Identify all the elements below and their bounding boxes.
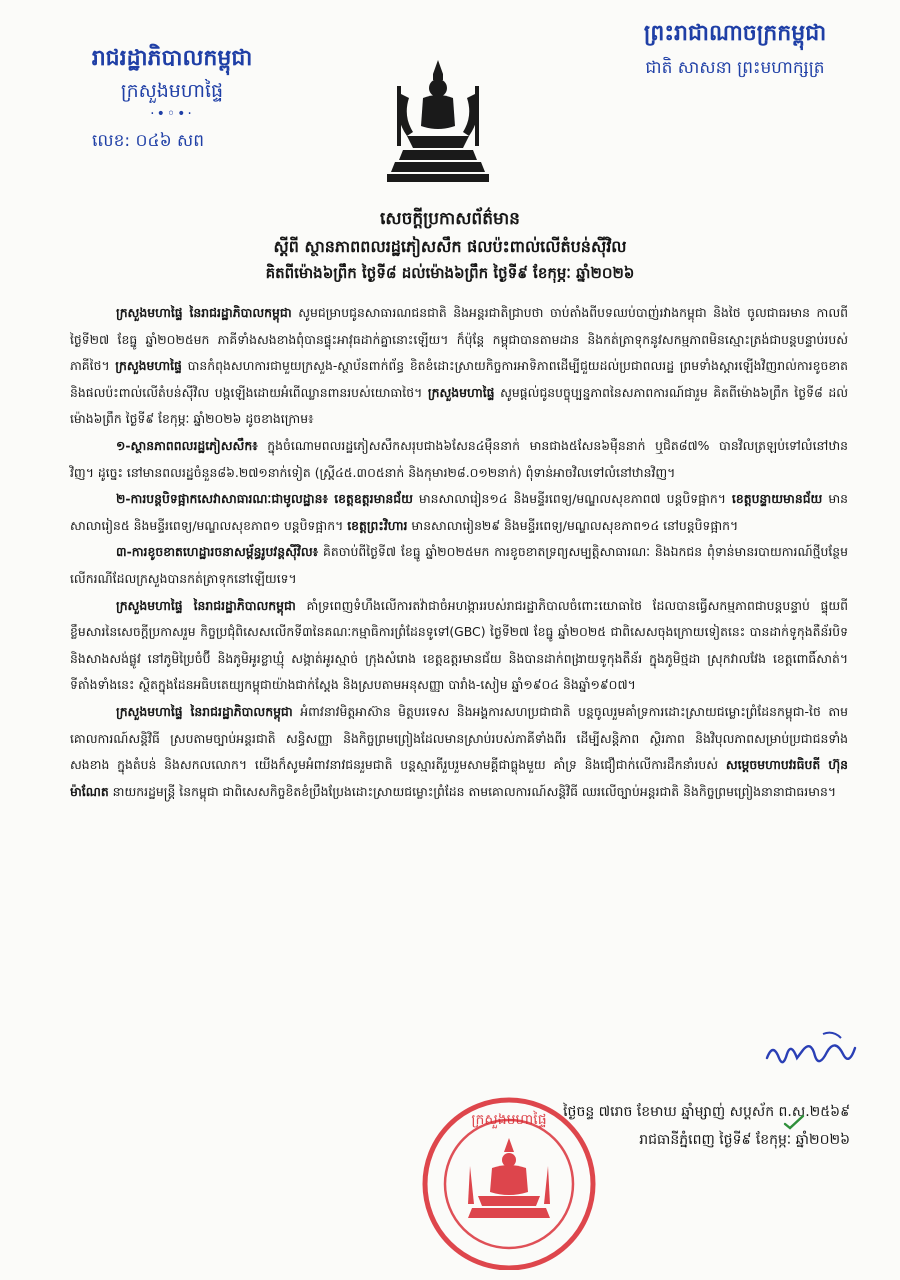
province-name: ខេត្តបន្ទាយមានជ័យ: [731, 491, 823, 507]
signature-icon: [763, 1028, 859, 1078]
paragraph-support: [70, 593, 848, 699]
paragraph-text: មានសាលារៀន២៩ និងមន្ទីរពេទ្យ/មណ្ឌលសុខភាព១៤ នៅបន្តបិទផ្អាក។: [407, 517, 739, 533]
document-body: [70, 300, 848, 805]
paragraph-appeal: [70, 699, 848, 805]
paragraph-damage: [70, 539, 848, 592]
paragraph-text: គិតចាប់ពីថ្ងៃទី៧ ខែធ្នូ ឆ្នាំ២០២៥មក ការខូចខាតទ្រព្យសម្បត្តិសាធារណៈ និងឯកជន ពុំទាន់មានរបាយការណ៍ថ្មីបន្ថែមលើករណីដែលក្រសួងបានកត់ត្រាទុកនៅឡើយទេ។: [70, 544, 848, 586]
paragraph-intro: [70, 300, 848, 433]
lunar-date: ថ្ងៃចន្ទ ៧រោច ខែមាឃ ឆ្នាំម្សាញ់ សប្តស័ក ព.ស.២៥៦៩: [563, 1104, 850, 1120]
paragraph-text: ក្នុងចំណោមពលរដ្ឋភៀសសឹកសរុបជាង៦សែន៤ម៉ឺននាក់ មានជាង៥សែន៦ម៉ឺននាក់ ឬជិត៨៧% បានវិលត្រឡប់ទៅលំនៅឋានវិញ។ ដូច្នេះ នៅមានពលរដ្ឋចំនួន៨៦.២៧១នាក់ទៀត (ស្ត្រី៤៥.៣០៥នាក់ និងកុមារ២៨.០១២នាក់) ពុំទាន់អាចវិលទៅលំនៅឋានវិញ។: [70, 437, 848, 480]
document-title-block: [80, 206, 820, 287]
kingdom-name: ព្រះរាជាណាចក្រកម្ពុជា: [643, 21, 827, 46]
government-name: រាជរដ្ឋាភិបាលកម្ពុជា: [91, 46, 253, 71]
emphasis-ministry: ក្រសួងមហាផ្ទៃ នៃរាជរដ្ឋាភិបាលកម្ពុជា: [116, 703, 293, 719]
emphasis-ministry: ក្រសួងមហាផ្ទៃ នៃរាជរដ្ឋាភិបាលកម្ពុជា: [116, 597, 296, 613]
section-heading: ២-ការបន្តបិទផ្អាកសេវាសាធារណៈជាមូលដ្ឋាន៖ ខេត្តឧត្តរមានជ័យ: [116, 491, 413, 507]
paragraph-text: នាយករដ្ឋមន្ត្រី នៃកម្ពុជា ជាពិសេសកិច្ចខិតខំប្រឹងប្រែងដោះស្រាយជម្លោះព្រំដែន តាមគោលការណ៍សន្តិវិធី ឈរលើច្បាប់អន្តរជាតិ និងកិច្ចព្រមព្រៀងនានាជាធរមាន។: [108, 783, 837, 799]
paragraph-text: គាំទ្រពេញទំហឹងលើការតវ៉ាជាចំអហង្ការរបស់រាជរដ្ឋាភិបាលចំពោះយោធាថៃ ដែលបានធ្វើសកម្មភាពជាបន្តបន្ទាប់ ផ្ទុយពីខ្លឹមសារនៃសេចក្តីប្រកាសរួម កិច្ចប្រជុំពិសេសលើកទី៣នៃគណៈកម្មាធិការព្រំដែនទូទៅ(GBC) ថ្ងៃទី២៧ ខែធ្នូ ឆ្នាំ២០២៥ ជាពិសេសចុងក្រោយទៀតនេះ បានដាក់ទូកុងតឺន័របិទ និងសាងសង់ផ្លូវ នៅភូមិប្រៃចំប៊ី និងភូមិអូរខ្លាឃ្មុំ សង្កាត់អូរស្មាច់ ក្រុងសំរោង ខេត្តឧត្តរមានជ័យ និងបានដាក់ពង្រាយទូកុងតឺន័រ ក្នុងភូមិថ្មដា ស្រុកវាលវែង ខេត្តពោធិ៍សាត់។ ទីតាំងទាំងនេះ ស្ថិតក្នុងដែនអធិបតេយ្យកម្ពុជាយ៉ាងជាក់ស្តែង និងស្របតាមអនុសញ្ញា បារាំង-សៀម ឆ្នាំ១៩០៤ និងឆ្នាំ១៩០៧។: [70, 597, 848, 693]
solar-date: រាជធានីភ្នំពេញ ថ្ងៃទី៩ ខែកុម្ភៈ ឆ្នាំ២០២៦: [639, 1132, 850, 1148]
royal-emblem-icon: [383, 56, 493, 184]
official-seal-icon: [412, 1088, 607, 1270]
header-left: [52, 44, 292, 155]
paragraph-text: បានកំពុងសហការជាមួយក្រសួង-ស្ថាប័នពាក់ព័ន្ធ ខិតខំដោះស្រាយកិច្ចការអាទិភាពដើម្បីជួយដល់ប្រជាពលរដ្ឋ ព្រមទាំងស្តារឡើងវិញរាល់ការខូចខាត និងផលប៉ះពាល់លើតំបន់ស៊ីវិល បង្កឡើងដោយអំពើឈ្លានពានរបស់យោធាថៃ។: [70, 358, 848, 400]
header-right: [600, 18, 870, 80]
paragraph-text: អំពាវនាវមិត្តអាស៊ាន មិត្តបរទេស និងអង្គការសហប្រជាជាតិ បន្តចូលរួមគាំទ្រការដោះស្រាយជម្លោះព្រំដែនកម្ពុជា-ថៃ តាមគោលការណ៍សន្តិវិធី ស្របតាមច្បាប់អន្តរជាតិ សន្ធិសញ្ញា និងកិច្ចព្រមព្រៀងដែលមានស្រាប់របស់ភាគីទាំងពីរ ដើម្បីសន្តិភាព ស្ថិរភាព និងវិបុលភាពសម្រាប់ប្រជាជនទាំងសងខាង ក្នុងតំបន់ និងសកលលោក។ យើងក៏សូមអំពាវនាវជនរួមជាតិ បន្តស្មារតីរួបរួមសាមគ្គីជាធ្លុងមួយ គាំទ្រ និងជឿជាក់លើការដឹកនាំរបស់: [70, 703, 848, 773]
ministry-name: ក្រសួងមហាផ្ទៃ: [120, 80, 224, 102]
paragraph-services: [70, 486, 848, 539]
emphasis-ministry: ក្រសួងមហាផ្ទៃ នៃរាជរដ្ឋាភិបាលកម្ពុជា: [116, 305, 292, 320]
paragraph-text: សូមផ្តល់ជូនបច្ចុប្បន្នភាពនៃសភាពការណ៍ជារួម គិតពីម៉ោង៦ព្រឹក ថ្ងៃទី៨ ដល់ម៉ោង៦ព្រឹក ថ្ងៃទី៩ ខែកុម្ភៈ ឆ្នាំ២០២៦ ដូចខាងក្រោម៖: [70, 384, 848, 427]
emphasis-ministry: ក្រសួងមហាផ្ទៃ: [115, 358, 182, 374]
paragraph-text: សូមជម្រាបជូនសាធារណជនជាតិ និងអន្តរជាតិជ្រាបថា ចាប់តាំងពីបទឈប់បាញ់រវាងកម្ពុជា និងថៃ ចូលជាធរមាន កាលពីថ្ងៃទី២៧ ខែធ្នូ ឆ្នាំ២០២៥មក ភាគីទាំងសងខាងពុំបានផ្ទុះអាវុធដាក់គ្នានោះឡើយ។ ក៏ប៉ុន្តែ កម្ពុជាបានតាមដាន និងកត់ត្រាទុកនូវសកម្មភាពមិនស្មោះត្រង់ជាបន្តបន្ទាប់របស់ភាគីថៃ។: [70, 305, 848, 374]
paragraph-text: មានសាលារៀន១៤ និងមន្ទីរពេទ្យ/មណ្ឌលសុខភាព៧ បន្តបិទផ្អាក។: [412, 491, 732, 507]
province-name: ខេត្តព្រះវិហារ: [347, 517, 408, 533]
paragraph-refugees: [70, 433, 848, 486]
seal-text: ក្រសួងមហាផ្ទៃ: [471, 1112, 547, 1128]
reference-number: លេខ: ០៤៦ សព: [92, 131, 204, 151]
national-motto: ជាតិ សាសនា ព្រះមហាក្សត្រ: [645, 58, 825, 78]
emphasis-ministry: ក្រសួងមហាផ្ទៃ: [427, 384, 495, 400]
document-period: គិតពីម៉ោង៦ព្រឹក ថ្ងៃទី៨ ដល់ម៉ោង៦ព្រឹក ថ្ងៃទី៩ ខែកុម្ភៈ ឆ្នាំ២០២៦: [265, 264, 635, 282]
section-heading: ១-ស្ថានភាពពលរដ្ឋភៀសសឹក៖: [116, 437, 258, 453]
document-title: សេចក្តីប្រកាសព័ត៌មាន: [380, 209, 520, 229]
decorative-flourish: ·•◦•·: [150, 106, 194, 122]
paragraph-text: មានសាលារៀន៥ និងមន្ទីរពេទ្យ/មណ្ឌលសុខភាព១ បន្តបិទផ្អាក។: [70, 491, 848, 533]
emphasis-prime-minister: សម្តេចមហាបវរធិបតី ហ៊ុន ម៉ាណែត: [70, 757, 849, 799]
document-subject: ស្តីពី ស្ថានភាពពលរដ្ឋភៀសសឹក ផលប៉ះពាល់លើតំបន់ស៊ីវិល: [273, 237, 627, 256]
check-mark-icon: [783, 1114, 805, 1130]
section-heading: ៣-ការខូចខាតហេដ្ឋារចនាសម្ព័ន្ធរូបវន្តស៊ីវិល៖: [116, 544, 319, 560]
